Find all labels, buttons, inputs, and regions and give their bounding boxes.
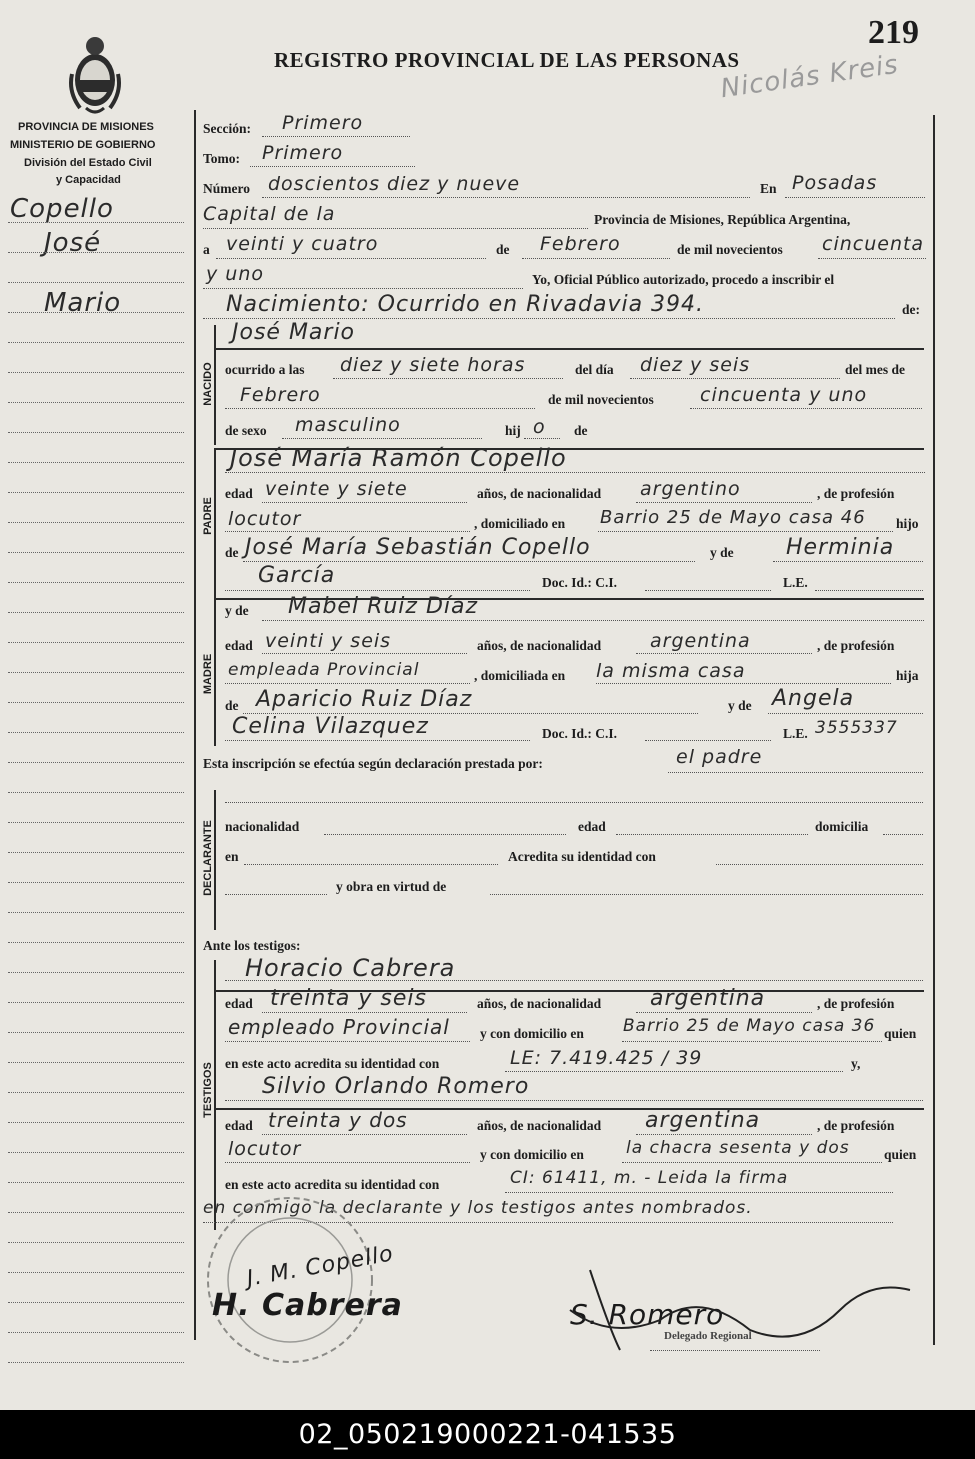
testigo2-dom-value: la chacra sesenta y dos [626, 1138, 850, 1158]
signature-witness-1: H. Cabrera [212, 1288, 403, 1323]
margin-ruled-line [8, 1332, 184, 1333]
margin-ruled-line [8, 402, 184, 403]
nacido-sexo-value: masculino [295, 414, 401, 436]
padre-prof-value: locutor [228, 508, 302, 530]
madre-madre-de-value-2: Celina Vilazquez [232, 714, 429, 739]
testigo2-prof-value: locutor [228, 1138, 302, 1160]
testigo1-acredita-label: en este acto acredita su identidad con [225, 1056, 440, 1071]
anio-value-1: cincuenta [822, 233, 925, 255]
margin-ruled-line [8, 582, 184, 583]
a-label: a [203, 242, 210, 257]
testigo1-nac-label: años, de nacionalidad [477, 996, 602, 1011]
margin-ruled-line [8, 1002, 184, 1003]
padre-prof-label: , de profesión [817, 486, 895, 501]
tomo-value: Primero [262, 142, 344, 164]
madre-nac-label: años, de nacionalidad [477, 638, 602, 653]
testigo1-doc-value: LE: 7.419.425 / 39 [510, 1047, 703, 1069]
nacido-hij-label: hij [505, 423, 521, 438]
padre-padre-de-value: José María Sebastián Copello [245, 535, 591, 560]
nacido-de-label: de [574, 423, 588, 438]
margin-ruled-line [8, 1212, 184, 1213]
padre-edad-value: veinte y siete [265, 478, 408, 500]
margin-ruled-line [8, 672, 184, 673]
madre-yde2-label: y de [728, 698, 752, 713]
declarante-obra-label: y obra en virtud de [336, 879, 447, 894]
padre-edad-label: edad [225, 486, 253, 501]
madre-dom-value: la misma casa [596, 660, 746, 682]
declarante-nac-label: nacionalidad [225, 819, 300, 834]
margin-ruled-line [8, 762, 184, 763]
nacido-anio-value: cincuenta y uno [700, 384, 868, 406]
margin-ruled-line [8, 282, 184, 283]
document-title: REGISTRO PROVINCIAL DE LAS PERSONAS [274, 48, 740, 72]
margin-ruled-line [8, 882, 184, 883]
padre-de-label: de [225, 545, 239, 560]
margin-ruled-line [8, 822, 184, 823]
testigo2-nac-label: años, de nacionalidad [477, 1118, 602, 1133]
padre-nac-label: años, de nacionalidad [477, 486, 602, 501]
nacido-dia-value: diez y seis [640, 354, 751, 376]
padre-dom-label: , domiciliado en [474, 516, 566, 531]
nacido-section-label: NACIDO [202, 362, 214, 406]
madre-edad-value: veinti y seis [265, 630, 392, 652]
margin-ruled-line [8, 432, 184, 433]
margin-ruled-line [8, 462, 184, 463]
testigo2-doc-value: CI: 61411, m. - Leida la firma [510, 1168, 789, 1188]
nacido-sexo-label: de sexo [225, 423, 267, 438]
margin-ruled-line [8, 552, 184, 553]
madre-le-label: L.E. [783, 726, 808, 741]
nacimiento-value: Nacimiento: Ocurrido en Rivadavia 394. [226, 292, 705, 317]
testigo2-prof-label: , de profesión [817, 1118, 895, 1133]
signature-father: J. M. Copello [244, 1241, 396, 1292]
padre-hijo-label: hijo [896, 516, 919, 531]
margin-ruled-line [8, 1242, 184, 1243]
a-value: veinti y cuatro [226, 233, 379, 255]
testigo2-acredita-label: en este acto acredita su identidad con [225, 1177, 440, 1192]
seccion-label: Sección: [203, 121, 251, 136]
de-label: de [496, 242, 510, 257]
nacido-mes-value: Febrero [240, 384, 321, 406]
corner-scribble: Nicolás Kreis [718, 49, 901, 105]
margin-ruled-line [8, 342, 184, 343]
margin-ruled-line [8, 1362, 184, 1363]
padre-doc-label: Doc. Id.: C.I. [542, 575, 618, 590]
margin-ruled-line [8, 642, 184, 643]
testigo1-nac-value: argentina [650, 986, 766, 1011]
margin-ruled-line [8, 1062, 184, 1063]
padre-madre-de-value: Herminia [786, 535, 895, 560]
madre-hija-label: hija [896, 668, 919, 683]
padre-nac-value: argentino [640, 478, 741, 500]
en-label: En [760, 181, 777, 196]
numero-value: doscientos diez y nueve [268, 173, 521, 195]
signature-witness-2: S. Romero [570, 1298, 725, 1331]
testigo1-nombre: Horacio Cabrera [245, 954, 456, 982]
page-number: 219 [868, 14, 919, 51]
mes-value: Febrero [540, 233, 621, 255]
numero-label: Número [203, 181, 250, 196]
provincia-text: Provincia de Misiones, República Argentina, [594, 212, 851, 227]
margin-ruled-line [8, 1032, 184, 1033]
margin-ruled-line [8, 522, 184, 523]
testigos-closing: en conmigo la declarante y los testigos antes nombrados. [203, 1198, 753, 1218]
margin-ruled-line [8, 852, 184, 853]
margin-ruled-line [8, 702, 184, 703]
margin-ruled-line [8, 492, 184, 493]
madre-madre-de-value: Angela [772, 686, 855, 711]
nacido-mil-label: de mil novecientos [548, 392, 654, 407]
anio-value-2: y uno [206, 263, 264, 285]
margin-ruled-line [8, 1152, 184, 1153]
tomo-label: Tomo: [203, 151, 241, 166]
testigos-section-label: TESTIGOS [202, 1062, 214, 1118]
madre-nac-value: argentina [650, 630, 751, 652]
margin-ruled-line [8, 1092, 184, 1093]
testigo1-dom-value: Barrio 25 de Mayo casa 36 [623, 1016, 876, 1036]
coat-of-arms-icon [66, 30, 124, 116]
nacido-dia-label: del día [575, 362, 614, 377]
margin-ruled-line [8, 732, 184, 733]
testigo2-edad-label: edad [225, 1118, 253, 1133]
signature-flourish-icon [550, 1250, 920, 1360]
margin-ruled-line [8, 612, 184, 613]
madre-nombre-value: Mabel Ruiz Díaz [288, 594, 479, 619]
margin-ruled-line [8, 312, 184, 313]
nacido-hij-value: o [533, 416, 546, 438]
madre-edad-label: edad [225, 638, 253, 653]
mil-label: de mil novecientos [677, 242, 783, 257]
madre-dom-label: , domiciliada en [474, 668, 566, 683]
madre-doc-label: Doc. Id.: C.I. [542, 726, 618, 741]
declaracion-text: Esta inscripción se efectúa según declaración prestada por: [203, 756, 543, 771]
margin-ruled-line [8, 1122, 184, 1123]
margin-ruled-line [8, 1182, 184, 1183]
en-value: Posadas [792, 172, 878, 194]
nacido-horas-value: diez y siete horas [340, 354, 526, 376]
madre-prof-value: empleada Provincial [228, 660, 420, 680]
madre-de-label: de [225, 698, 239, 713]
official-title: Delegado Regional [664, 1330, 752, 1342]
testigo1-prof-label: , de profesión [817, 996, 895, 1011]
margin-ruled-line [8, 942, 184, 943]
margin-ruled-line [8, 972, 184, 973]
declaracion-value: el padre [676, 746, 763, 768]
testigo2-quien-label: quien [884, 1147, 917, 1162]
madre-le-value: 3555337 [815, 718, 898, 738]
declarante-section-label: DECLARANTE [202, 820, 214, 896]
testigo2-dom-label: y con domicilio en [480, 1147, 584, 1162]
agency-line-3: División del Estado Civil [24, 157, 152, 169]
margin-ruled-line [8, 792, 184, 793]
margin-first-name: José [44, 228, 102, 258]
margin-middle-name: Mario [44, 288, 122, 318]
frame-left-border [194, 110, 196, 1340]
seccion-value: Primero [282, 112, 364, 134]
testigos-ante-label: Ante los testigos: [203, 938, 301, 953]
nombre-value: José Mario [232, 320, 356, 345]
testigo1-dom-label: y con domicilio en [480, 1026, 584, 1041]
frame-right-border [933, 115, 935, 1345]
agency-line-1: PROVINCIA DE MISIONES [18, 121, 154, 133]
capital-value: Capital de la [203, 203, 336, 225]
margin-ruled-line [8, 252, 184, 253]
declarante-en-label: en [225, 849, 239, 864]
margin-ruled-line [8, 222, 184, 223]
padre-le-label: L.E. [783, 575, 808, 590]
testigo2-nombre: Silvio Orlando Romero [262, 1074, 530, 1099]
declarante-edad-label: edad [578, 819, 606, 834]
margin-ruled-line [8, 912, 184, 913]
testigo1-quien-label: quien [884, 1026, 917, 1041]
nacido-mes-label: del mes de [845, 362, 905, 377]
margin-ruled-line [8, 1302, 184, 1303]
testigo1-y-label: y, [851, 1056, 861, 1071]
madre-padre-de-value: Aparicio Ruiz Díaz [256, 687, 473, 712]
agency-line-2: MINISTERIO DE GOBIERNO [10, 139, 156, 151]
testigo2-nac-value: argentina [645, 1108, 761, 1133]
margin-ruled-line [8, 372, 184, 373]
madre-prof-label: , de profesión [817, 638, 895, 653]
de2-label: de: [902, 302, 920, 317]
padre-dom-value: Barrio 25 de Mayo casa 46 [600, 507, 866, 528]
declarante-acredita-label: Acredita su identidad con [508, 849, 656, 864]
padre-madre-de-value-2: García [258, 563, 336, 588]
nacido-ocurrido-label: ocurrido a las [225, 362, 305, 377]
testigo1-edad-value: treinta y seis [270, 986, 427, 1011]
agency-line-4: y Capacidad [56, 174, 121, 186]
testigo1-edad-label: edad [225, 996, 253, 1011]
testigo2-edad-value: treinta y dos [268, 1108, 408, 1132]
madre-yde-label: y de [225, 603, 249, 618]
margin-ruled-line [8, 1272, 184, 1273]
padre-yde-label: y de [710, 545, 734, 560]
madre-section-label: MADRE [202, 653, 214, 695]
margin-surname: Copello [10, 194, 114, 224]
declarante-dom-label: domicilia [815, 819, 869, 834]
oficial-text: Yo, Oficial Público autorizado, procedo a inscribir el [532, 272, 835, 287]
padre-section-label: PADRE [202, 497, 214, 535]
padre-nombre-value: José María Ramón Copello [230, 444, 567, 472]
testigo1-prof-value: empleado Provincial [228, 1015, 450, 1039]
footer-code: 02_050219000221-041535 [0, 1410, 975, 1459]
